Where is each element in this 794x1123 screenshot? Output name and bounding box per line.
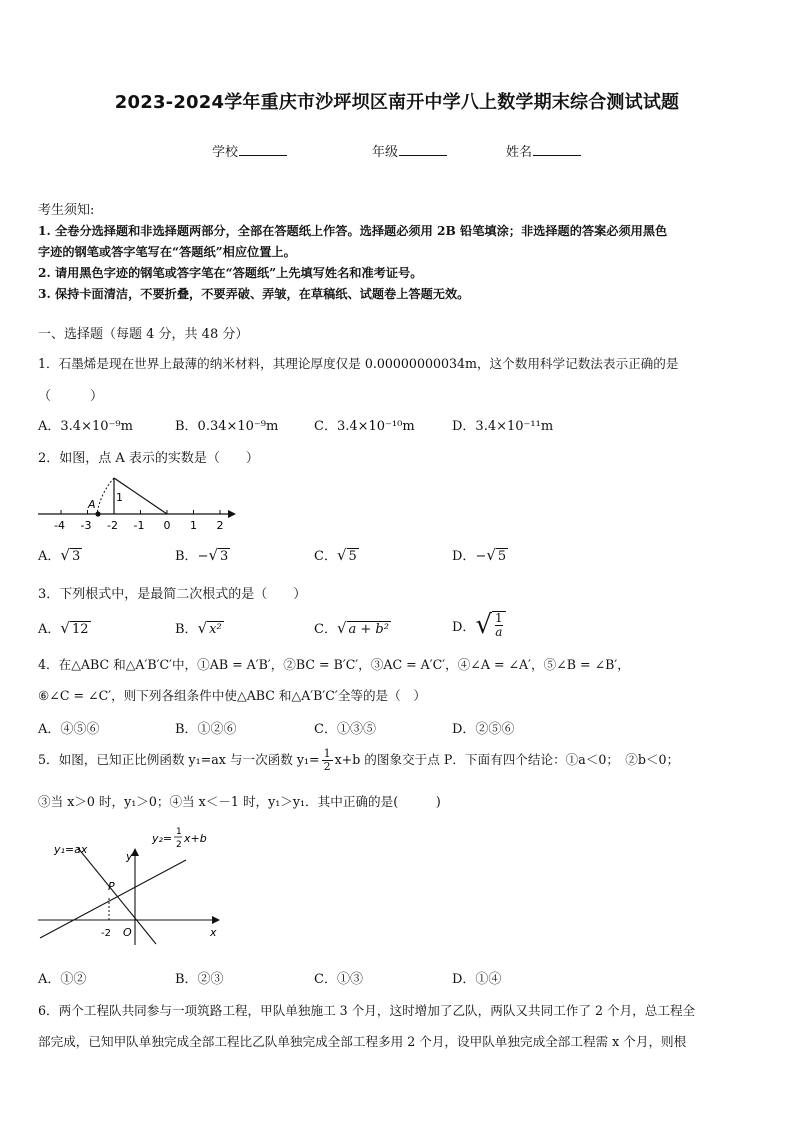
point-a-label: A	[88, 498, 96, 511]
tick-label: -4	[54, 519, 65, 532]
q5-graph-figure	[34, 820, 234, 950]
tick-label: 0	[163, 519, 171, 532]
name-field[interactable]	[506, 141, 581, 160]
school-label: 学校	[212, 145, 239, 160]
tick-label: 1	[190, 519, 197, 532]
q6-line1: 6．两个工程队共同参与一项筑路工程，甲队单独施工 3 个月，这时增加了乙队，两队又共同工作了 2 个月，总工程全	[38, 1003, 696, 1018]
grade-field[interactable]	[372, 141, 447, 160]
q3-option-a[interactable]: A．√ 12	[38, 619, 89, 637]
q1-option-d[interactable]: D．3.4×10⁻¹¹m	[452, 419, 554, 434]
tick-label: 2	[216, 519, 224, 532]
q1-paren: （ ）	[38, 389, 104, 404]
height-label: 1	[116, 491, 123, 504]
tick-label: -2	[107, 519, 118, 532]
q4-line2: ⑥∠C = ∠C′，则下列各组条件中使△ABC 和△A′B′C′全等的是（ ）	[38, 688, 426, 703]
origin-label: O	[123, 926, 132, 939]
q5-line2: ③当 x＞0 时，y₁＞0；④当 x＜－1 时，y₁＞y₁．其中正确的是( )	[38, 794, 441, 809]
name-label: 姓名	[506, 145, 533, 160]
q5-option-d[interactable]: D．①④	[452, 972, 502, 987]
notice-line2: 2. 请用黑色字迹的钢笔或答字笔在“答题纸”上先填写姓名和准考证号。	[38, 266, 423, 280]
q4-option-a[interactable]: A．④⑤⑥	[38, 722, 100, 737]
q1-option-a[interactable]: A．3.4×10⁻⁹m	[38, 419, 133, 434]
q2-stem: 2．如图，点 A 表示的实数是（ ）	[38, 451, 259, 466]
notice-line1b: 字迹的钢笔或答字笔写在“答题纸”相应位置上。	[38, 245, 296, 259]
q1-option-c[interactable]: C．3.4×10⁻¹⁰m	[314, 419, 415, 434]
q5-option-b[interactable]: B．②③	[175, 972, 224, 987]
notice-line3: 3. 保持卡面清洁，不要折叠，不要弄破、弄皱，在草稿纸、试题卷上答题无效。	[38, 287, 470, 301]
line-y2	[40, 860, 186, 938]
y-axis-label: y	[126, 850, 133, 863]
notice-line1a: 1. 全卷分选择题和非选择题两部分，全部在答题纸上作答。选择题必须用 2B 铅笔填涂；非选择题的答案必须用黑色	[38, 224, 668, 238]
page-title: 2023-2024学年重庆市沙坪坝区南开中学八上数学期末综合测试试题	[114, 92, 680, 113]
q2-option-a[interactable]: A．√ 3	[38, 546, 81, 564]
school-field[interactable]	[212, 141, 287, 160]
y2-label-a: y₂=	[152, 832, 173, 845]
q6-line2: 部完成，已知甲队单独完成全部工程比乙队单独完成全部工程多用 2 个月，设甲队单独完成全部工程需 x 个月，则根	[38, 1034, 687, 1049]
q2-option-d[interactable]: D．−√ 5	[452, 546, 507, 564]
q5-line1: 5．如图，已知正比例函数 y₁=ax 与一次函数 y₁= $\frac{1}{2}$ x+b 的图象交于点 P．下面有四个结论：①a＜0； ②b＜0；	[38, 747, 680, 773]
tick-label: -3	[80, 519, 92, 532]
q4-line1: 4．在△ABC 和△A′B′C′中，①AB = A′B′，②BC = B′C′，③AC = A′C′，④∠A = ∠A′，⑤∠B = ∠B′，	[38, 657, 630, 672]
q5-option-c[interactable]: C．①③	[314, 972, 363, 987]
y1-label: y₁=ax	[54, 843, 88, 856]
q2-option-b[interactable]: B．−√ 3	[175, 546, 229, 564]
y2-label-b: x+b	[184, 832, 207, 845]
line-y1	[78, 848, 156, 944]
q4-option-d[interactable]: D．②⑤⑥	[452, 722, 515, 737]
q4-option-c[interactable]: C．①③⑤	[314, 722, 376, 737]
q3-option-c[interactable]: C．√ a + b²	[314, 619, 389, 637]
grade-label: 年级	[372, 145, 399, 160]
x-axis-arrow-icon	[212, 916, 220, 924]
section-heading: 一、选择题（每题 4 分，共 48 分）	[38, 327, 249, 342]
q3-option-b[interactable]: B．√ x²	[175, 619, 222, 637]
y2-frac-den: 2	[176, 840, 182, 850]
q3-option-d[interactable]: D．√ $\frac{1}{a}$	[452, 610, 506, 640]
q5-option-a[interactable]: A．①②	[38, 972, 87, 987]
point-a-dot	[95, 511, 100, 516]
q1-option-b[interactable]: B．0.34×10⁻⁹m	[175, 419, 279, 434]
q2-option-c[interactable]: C．√ 5	[314, 546, 357, 564]
x-axis-label: x	[210, 926, 217, 939]
q1-stem: 1．石墨烯是现在世界上最薄的纳米材料，其理论厚度仅是 0.00000000034m，这个数用科学记数法表示正确的是	[38, 356, 679, 371]
axis-arrow-icon	[228, 510, 236, 518]
y2-frac-num: 1	[176, 827, 182, 837]
tick-minus-2: -2	[101, 928, 111, 939]
q2-number-line-figure	[36, 468, 246, 532]
q4-option-b[interactable]: B．①②⑥	[175, 722, 237, 737]
point-p-label: P	[108, 880, 115, 893]
q3-stem: 3．下列根式中，是最简二次根式的是（ ）	[38, 587, 307, 602]
dashed-arc	[97, 478, 114, 514]
tick-label: -1	[133, 519, 145, 532]
notice-heading: 考生须知:	[38, 203, 95, 218]
